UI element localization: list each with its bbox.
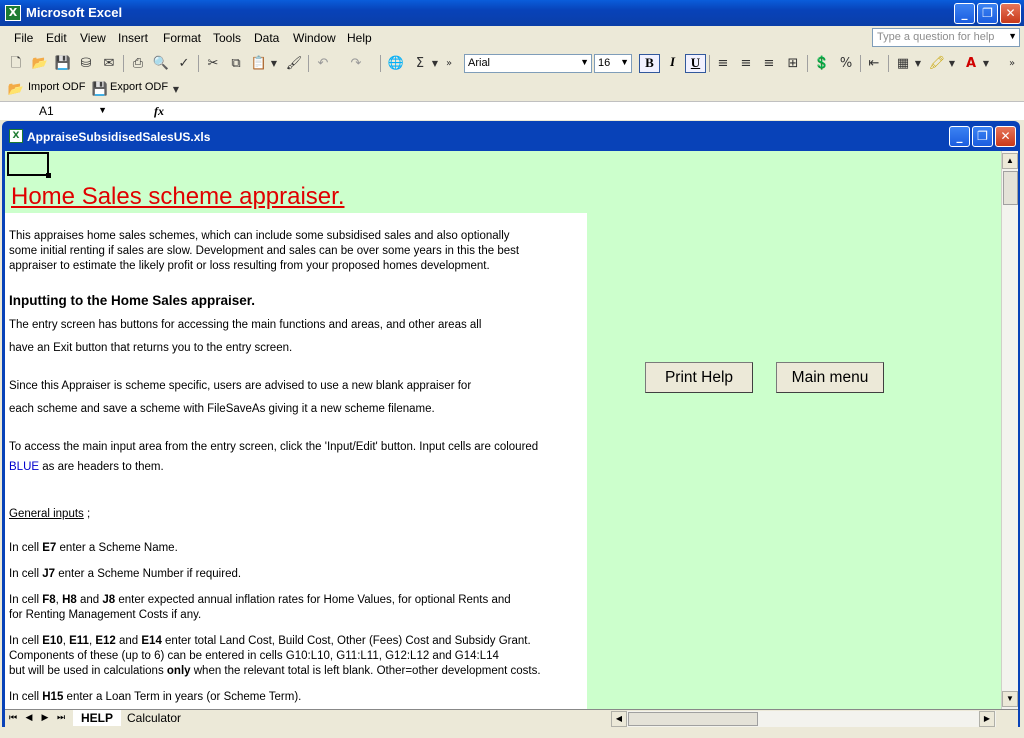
help-text: , [88,635,96,647]
restore-button[interactable]: ❐ [977,3,998,24]
help-text: but will be used in calculations [9,665,167,677]
decrease-indent-icon[interactable]: ⇤ [868,56,880,71]
help-text: enter a Scheme Number if required. [55,568,242,580]
help-text: In cell [9,594,43,606]
help-line: each scheme and save a scheme with FileSaveAs giving it a new scheme filename. [9,403,435,415]
section-heading: Inputting to the Home Sales appraiser. [9,293,256,308]
help-line-e10 [9,634,531,649]
intro-line: some initial renting if sales are slow. Development and sales can be over some years in this the best [9,245,520,257]
help-text: , [55,594,63,606]
help-line: Components of these (up to 6) can be entered in cells G10:L10, G11:L11, G12:L12 and G14:L14 [9,650,499,662]
toolbar-divider [888,55,889,72]
print-preview-icon[interactable]: 🔍 [152,56,170,71]
cell-ref: H8 [62,594,77,606]
spelling-icon[interactable]: ✓ [178,56,190,71]
scroll-thumb[interactable] [1003,171,1018,205]
help-line: To access the main input area from the entry screen, click the 'Input/Edit' button. Input cells are coloured [9,441,539,453]
toolbar-divider [198,55,199,72]
cell-ref: E11 [69,635,89,647]
menu-view[interactable]: View [80,31,106,45]
emphasis-text: only [166,665,191,677]
save-icon[interactable]: 💾 [54,56,72,71]
font-size-value: 16 [598,57,611,69]
ask-question-input[interactable] [872,28,1020,47]
help-line: Since this Appraiser is scheme specific, users are advised to use a new blank appraiser for [9,380,472,392]
help-text: when the relevant total is left blank. Other=other development costs. [190,665,541,677]
standard-toolbar [0,51,1024,76]
tab-calculator[interactable]: Calculator [127,711,182,725]
percent-icon[interactable]: % [839,56,853,71]
export-odf-button[interactable]: Export ODF [110,81,169,93]
scroll-down-icon[interactable]: ▼ [1002,691,1018,707]
workbook-title: AppraiseSubsidisedSalesUS.xls [27,130,211,144]
paste-icon[interactable]: 📋 [250,56,268,71]
cut-icon[interactable]: ✂ [207,56,219,71]
worksheet-area[interactable] [5,151,1001,709]
horizontal-scrollbar[interactable] [611,711,996,727]
sheet-tab-bar [5,709,1018,727]
help-text: In cell [9,635,43,647]
font-name-select[interactable] [464,54,592,73]
scroll-thumb[interactable] [628,712,758,726]
chevron-down-icon[interactable]: ▼ [982,59,990,68]
menu-format[interactable]: Format [163,31,202,45]
undo-icon[interactable]: ↶ [317,56,329,71]
new-icon[interactable]: 🗋 [10,56,22,71]
cell-ref: F8 [42,594,56,606]
font-name-value: Arial [468,57,491,69]
scroll-left-icon[interactable]: ◀ [611,711,627,727]
toolbar-divider [380,55,381,72]
general-inputs-suffix: ; [83,508,91,520]
scroll-right-icon[interactable]: ▶ [979,711,995,727]
help-line: for Renting Management Costs if any. [9,609,202,621]
help-text: In cell [9,691,43,703]
cell-ref: E14 [141,635,162,647]
name-box[interactable] [3,103,111,120]
help-text: In cell [9,568,43,580]
help-text: enter expected annual inflation rates for Home Values, for optional Rents and [115,594,511,606]
insert-function-icon[interactable]: fx [154,104,164,118]
format-painter-icon[interactable]: 🖌 [285,56,303,71]
cell-ref: J8 [102,594,116,606]
vertical-scrollbar[interactable] [1001,151,1018,709]
merge-center-icon[interactable]: ⊞ [787,56,799,71]
help-line-f8 [9,593,511,608]
next-sheet-icon[interactable]: ▶ [41,712,49,722]
menu-bar [0,26,1024,50]
first-sheet-icon[interactable]: ⏮ [8,712,18,722]
ask-question-placeholder: Type a question for help [877,31,995,43]
autosum-icon[interactable]: Σ [415,56,425,71]
minimize-button[interactable]: _ [954,3,975,24]
menu-data[interactable]: Data [254,31,280,45]
help-text: and [115,635,142,647]
borders-icon[interactable]: ▦ [896,56,910,71]
cell-ref: E10 [42,635,63,647]
cell-ref: E7 [42,542,57,554]
chevron-down-icon[interactable]: ▼ [948,59,956,68]
app-title: Microsoft Excel [26,5,123,20]
copy-icon[interactable]: ⧉ [231,56,241,71]
help-line [9,460,164,475]
toolbar-options-icon[interactable]: » [1008,58,1016,69]
toolbar-options-icon[interactable]: » [445,58,453,69]
redo-icon[interactable]: ↷ [350,56,362,71]
menu-edit[interactable]: Edit [46,31,67,45]
page-title: Home Sales scheme appraiser. [11,183,345,210]
chevron-down-icon[interactable]: ▼ [270,59,278,68]
export-odf-icon: 💾 [91,82,109,97]
help-text: enter a Scheme Name. [56,542,178,554]
menu-tools[interactable]: Tools [213,31,242,45]
chevron-down-icon[interactable]: ▼ [580,57,589,67]
workbook-icon: X [9,129,23,143]
workbook-title-bar [5,124,1015,150]
toolbar-divider [807,55,808,72]
blue-keyword: BLUE [9,461,40,473]
chevron-down-icon[interactable]: ▼ [914,59,922,68]
fill-color-icon[interactable]: 🖍 [928,56,946,71]
help-text-panel [5,213,587,709]
active-cell-a1[interactable] [7,152,49,176]
hyperlink-icon[interactable]: 🌐 [387,56,405,71]
help-line: have an Exit button that returns you to the entry screen. [9,342,293,354]
import-odf-button[interactable]: Import ODF [28,81,86,93]
email-icon[interactable]: ✉ [103,56,115,71]
align-right-icon[interactable]: ≡ [763,56,775,71]
menu-file[interactable]: File [14,31,34,45]
chevron-down-icon[interactable]: ▼ [620,57,629,67]
main-menu-button[interactable]: Main menu [776,362,884,393]
menu-insert[interactable]: Insert [118,31,149,45]
bold-button[interactable]: B [639,54,660,73]
italic-button[interactable]: I [669,54,676,69]
toolbar-options-icon[interactable]: ▼ [172,85,180,94]
open-icon[interactable]: 📂 [31,56,49,71]
workbook-close-button[interactable]: ✕ [995,126,1016,147]
odf-toolbar [0,77,1024,101]
menu-window[interactable]: Window [293,31,336,45]
permission-icon[interactable]: ⛁ [80,56,92,71]
menu-help[interactable]: Help [347,31,372,45]
chevron-down-icon[interactable]: ▼ [1008,31,1017,41]
currency-icon[interactable]: 💲 [813,56,831,71]
help-text: enter total Land Cost, Build Cost, Other (Fees) Cost and Subsidy Grant. [161,635,531,647]
chevron-down-icon[interactable]: ▼ [431,59,439,68]
help-text: and [76,594,103,606]
toolbar-divider [123,55,124,72]
font-size-select[interactable] [594,54,632,73]
help-text: enter a Loan Term in years (or Scheme Term). [63,691,302,703]
status-bar [0,727,1024,738]
toolbar-divider [308,55,309,72]
general-inputs-heading [9,507,90,522]
import-odf-icon: 📂 [7,82,25,97]
workbook-maximize-button[interactable]: ❐ [972,126,993,147]
print-icon[interactable]: ⎙ [132,56,144,71]
workbook-minimize-button[interactable]: _ [949,126,970,147]
intro-line: appraiser to estimate the likely profit or loss resulting from your proposed homes development. [9,260,490,272]
general-inputs-label: General inputs [9,508,84,520]
last-sheet-icon[interactable]: ⏭ [56,712,66,722]
help-line: The entry screen has buttons for accessing the main functions and areas, and other areas all [9,319,482,331]
font-color-icon[interactable]: A [965,56,977,71]
cell-ref: E12 [95,635,116,647]
help-line [9,664,541,679]
toolbar-divider [709,55,710,72]
app-title-bar [0,0,1024,26]
scroll-up-icon[interactable]: ▲ [1002,153,1018,169]
align-center-icon[interactable]: ≡ [740,56,752,71]
chevron-down-icon[interactable]: ▼ [98,105,107,115]
name-box-value: A1 [39,104,54,118]
help-text: as are headers to them. [39,461,164,473]
prev-sheet-icon[interactable]: ◀ [25,712,33,722]
help-line-j7 [9,567,241,582]
intro-line: This appraises home sales schemes, which can include some subsidised sales and also optionally [9,230,510,242]
help-line-e7 [9,541,178,556]
close-button[interactable]: ✕ [1000,3,1021,24]
help-line-h15 [9,690,301,705]
toolbar-divider [860,55,861,72]
help-text: In cell [9,542,43,554]
help-text: , [62,635,70,647]
underline-button[interactable]: U [685,54,706,73]
excel-app-icon: X [5,5,21,21]
print-help-button[interactable]: Print Help [645,362,753,393]
cell-ref: J7 [42,568,56,580]
align-left-icon[interactable]: ≡ [717,56,729,71]
formula-bar [0,101,1024,120]
tab-help[interactable]: HELP [73,710,121,726]
cell-ref: H15 [42,691,64,703]
